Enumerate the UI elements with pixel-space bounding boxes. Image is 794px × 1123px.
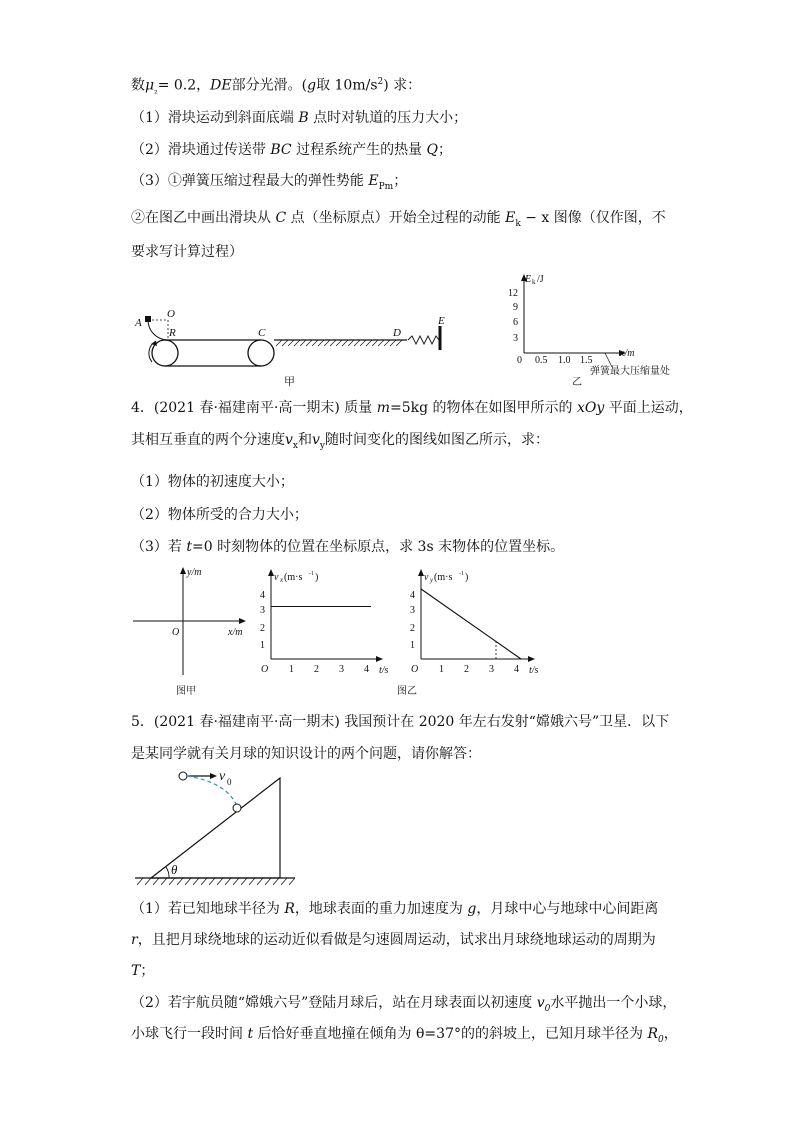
vy-origin: O <box>411 664 419 675</box>
quarter-arc <box>148 320 168 340</box>
vy-ylabel-sub: y <box>430 576 434 584</box>
p4-question-1: （1）物体的初速度大小； <box>131 474 294 490</box>
yi-ytick: 6 <box>513 317 518 328</box>
p5-question-2: （2）若宇航员随“嫦娥六号”登陆月球后，站在月球表面以初速度 $v_0$水平抛出一个小球， <box>131 995 677 1014</box>
vx-ylabel-exp: -1 <box>309 571 314 577</box>
theta-label: θ <box>171 862 178 877</box>
figure-5-incline <box>133 768 303 890</box>
p4-question-3: （3）若 t=0 时刻物体的位置在坐标原点，求 3s 末物体的位置坐标。 <box>131 539 565 555</box>
ball-start <box>179 772 187 780</box>
4c-caption: 图乙 <box>397 686 417 697</box>
vy-series-line <box>421 589 521 659</box>
figure-jia-track <box>132 300 452 390</box>
vy-xlabel: t/s <box>529 665 539 676</box>
right-roller <box>248 340 274 366</box>
yi-xtick: 1.5 <box>580 355 593 366</box>
ball-end <box>233 804 241 812</box>
label-a: A <box>135 317 142 329</box>
p3-question-3-part2: ②在图乙中画出滑块从 C 点（坐标原点）开始全过程的动能 $E_k - x$ 图像（仅作图，不 <box>131 210 666 229</box>
p3-question-2: （2）滑块通过传送带 BC 过程系统产生的热量 Q； <box>131 142 453 158</box>
p5-question-1: （1）若已知地球半径为 R，地球表面的重力加速度为 g，月球中心与地球中心间距离 <box>131 901 659 917</box>
figure-4c-vy-t <box>397 565 545 700</box>
p5-question-1-line2: r，且把月球绕地球的运动近似看做是匀速圆周运动，试求出月球绕地球运动的周期为 <box>131 932 656 948</box>
vy-xtick: 1 <box>439 664 444 675</box>
velocity-arrow-icon <box>210 773 217 779</box>
yi-ytick: 9 <box>513 302 518 313</box>
vy-xtick: 4 <box>514 664 519 675</box>
p4-stem-line2: 其相互垂直的两个分速度$v_x$和$v_y$随时间变化的图线如图乙所示，求： <box>131 432 550 451</box>
vx-ylabel-sub: x <box>280 576 284 584</box>
4a-caption: 图甲 <box>176 686 196 697</box>
vy-ytick: 4 <box>410 590 415 601</box>
ground-hatch <box>276 340 402 346</box>
vx-ylabel: v <box>274 572 279 583</box>
vx-xtick: 2 <box>314 664 319 675</box>
vy-ylabel-close: ) <box>465 572 469 583</box>
vy-xtick: 2 <box>464 664 469 675</box>
yi-note-leader <box>605 353 612 367</box>
label-c: C <box>258 327 266 339</box>
p5-stem-line1: 5．(2021 春·福建南平·高一期末) 我国预计在 2020 年左右发射“嫦娥六号”卫星．以下 <box>131 714 670 730</box>
yi-xtick: 0 <box>517 355 522 366</box>
vx-ytick: 4 <box>260 590 265 601</box>
4a-origin: O <box>172 627 180 638</box>
yi-ylabel: E <box>525 274 532 285</box>
vy-ylabel: v <box>424 572 429 583</box>
figure-4a-xoy <box>130 563 250 698</box>
p4-stem-line1: 4．(2021 春·福建南平·高一期末) 质量 m=5kg 的物体在如图甲所示的 xOy 平面上运动， <box>131 400 693 416</box>
4a-ylabel: y/m <box>187 567 202 578</box>
yi-ylabel-unit: /J <box>537 274 544 285</box>
p4-question-2: （2）物体所受的合力大小； <box>131 507 308 523</box>
vx-xtick: 3 <box>339 664 344 675</box>
vx-ytick: 2 <box>260 623 265 634</box>
vx-xtick: 4 <box>364 664 369 675</box>
vx-ytick: 3 <box>260 605 265 616</box>
slider-block <box>145 316 151 322</box>
p3-question-3: （3）①弹簧压缩过程最大的弹性势能 $E_{Pm}$； <box>131 173 408 192</box>
yi-xtick: 1.0 <box>558 355 571 366</box>
figure-4b-vx-t <box>255 565 390 675</box>
yi-xlabel: x/m <box>620 348 635 359</box>
p5-stem-line2: 是某同学就有关月球的知识设计的两个问题，请你解答： <box>131 746 481 762</box>
yi-ylabel-sub: k <box>532 278 536 286</box>
p3-question-1: （1）滑块运动到斜面底端 B 点时对轨道的压力大小； <box>131 110 468 126</box>
label-d: D <box>393 327 401 339</box>
p3-question-3-part2-cont: 要求写计算过程） <box>131 244 243 260</box>
vx-ytick: 1 <box>260 640 265 651</box>
caption-yi: 乙 <box>572 377 582 388</box>
p3-line-mu: 数$\mu_{_2}= 0.2$，DE部分光滑。(g取 $10m/s^2$) 求： <box>131 77 422 97</box>
incline-ground-hatch <box>137 878 295 885</box>
v0-label: v <box>219 769 226 784</box>
spring <box>408 336 439 344</box>
caption-jia: 甲 <box>284 376 295 388</box>
figure-yi-ek-x <box>500 270 700 390</box>
label-o: O <box>167 308 175 320</box>
v0-label-sub: 0 <box>227 777 232 787</box>
vy-xtick: 3 <box>489 664 494 675</box>
yi-ytick: 3 <box>513 333 518 344</box>
vx-xlabel: t/s <box>379 665 389 676</box>
vx-ylabel-unit: (m·s <box>284 572 303 583</box>
p5-question-2-line2: 小球飞行一段时间 t 后恰好垂直地撞在倾角为 θ=37°的的斜坡上，已知月球半径为 $R_0$， <box>131 1026 678 1045</box>
4a-xlabel: x/m <box>228 627 243 638</box>
vy-ytick: 3 <box>410 605 415 616</box>
vy-ylabel-exp: -1 <box>459 571 464 577</box>
p5-question-1-line3: T； <box>131 963 155 979</box>
yi-ytick: 12 <box>508 288 518 299</box>
yi-xtick: 0.5 <box>535 355 548 366</box>
vx-origin: O <box>261 664 269 675</box>
vx-xtick: 1 <box>289 664 294 675</box>
yi-note: 弹簧最大压缩量处 <box>590 366 670 377</box>
label-e: E <box>438 315 445 327</box>
label-r: R <box>169 327 176 339</box>
vy-ytick: 2 <box>410 623 415 634</box>
vy-ylabel-unit: (m·s <box>434 572 453 583</box>
theta-arc <box>166 867 169 878</box>
vx-ylabel-close: ) <box>315 572 319 583</box>
vy-ytick: 1 <box>410 640 415 651</box>
